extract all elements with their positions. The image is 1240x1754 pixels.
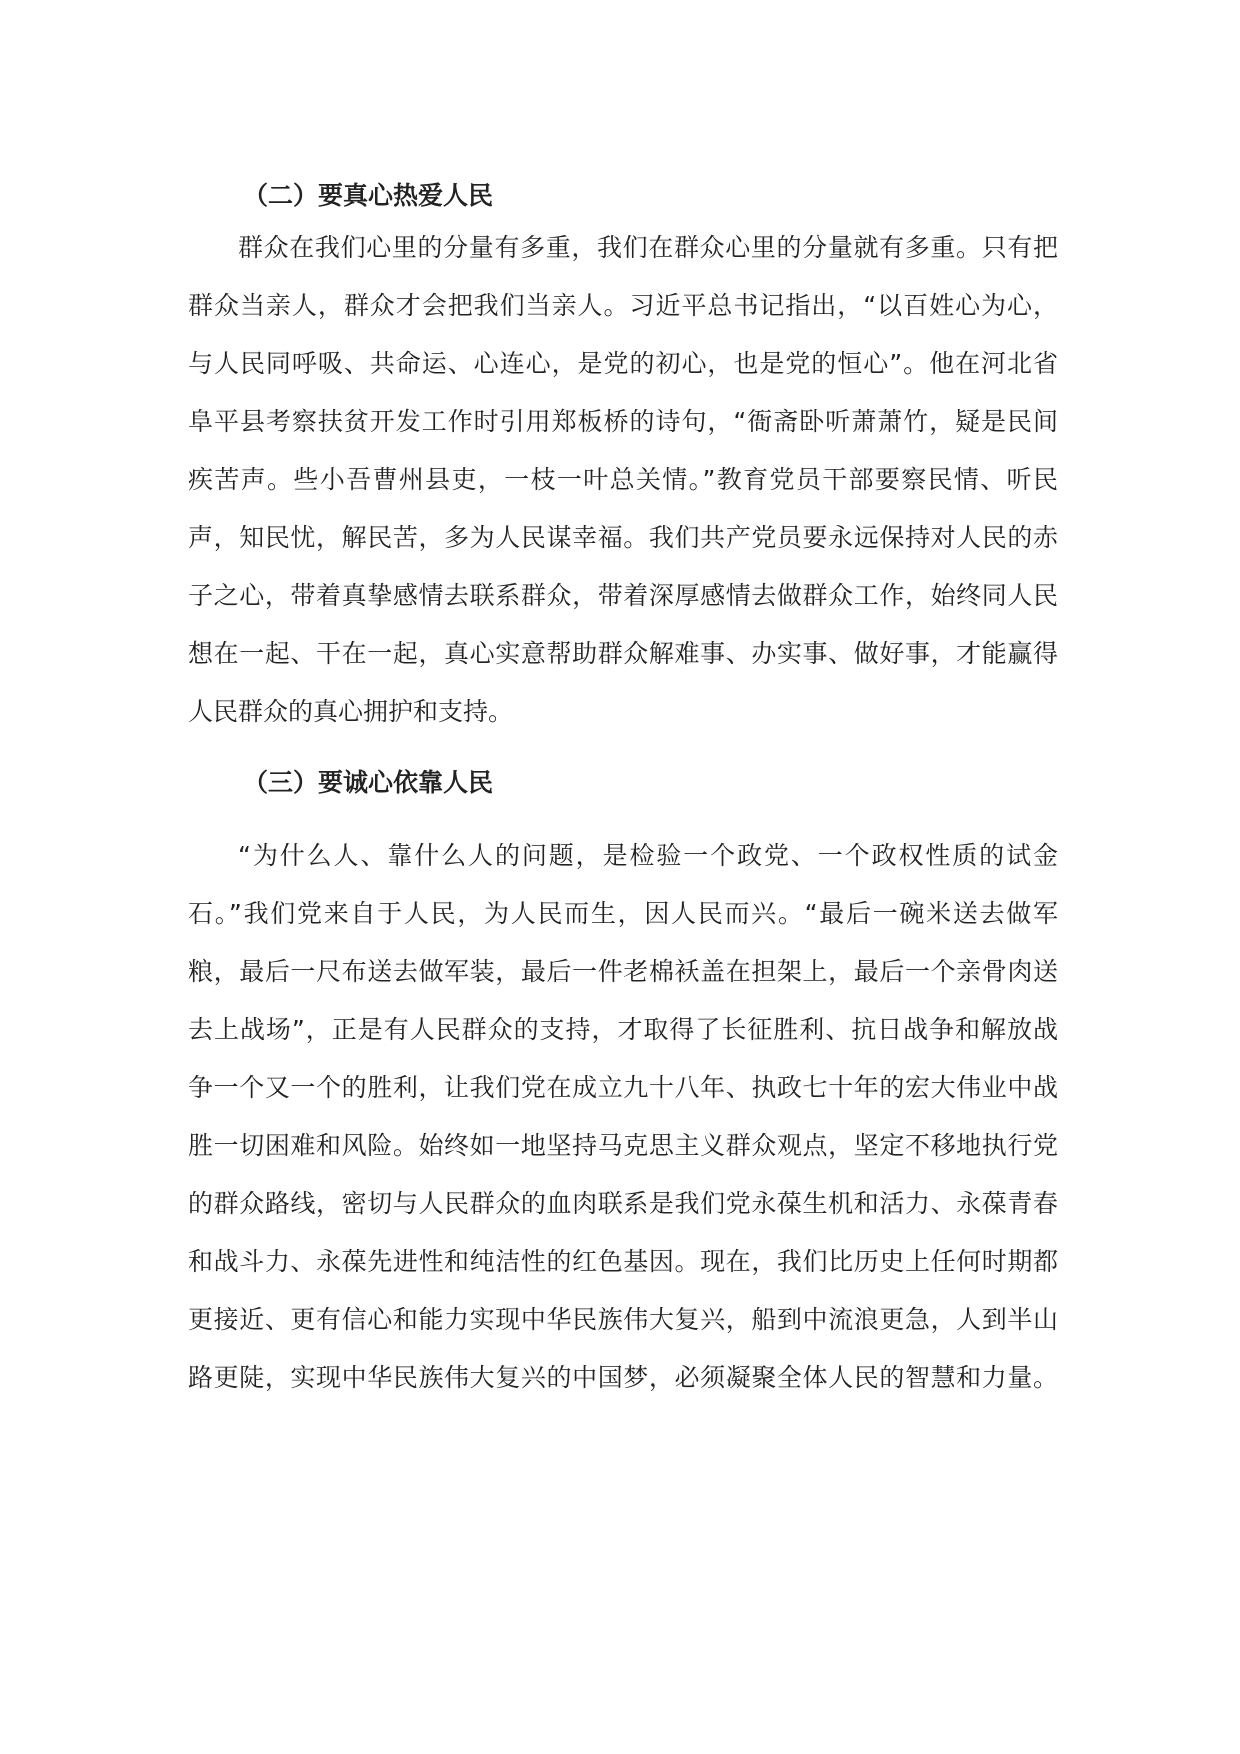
paragraph-line: 疾苦声。些小吾曹州县吏，一枝一叶总关情。”教育党员干部要察民情、听民 bbox=[188, 465, 1058, 494]
paragraph-line: 的群众路线，密切与人民群众的血肉联系是我们党永葆生机和活力、永葆青春 bbox=[188, 1189, 1058, 1218]
paragraph-line: 群众当亲人，群众才会把我们当亲人。习近平总书记指出，“以百姓心为心， bbox=[188, 291, 1058, 320]
paragraph-line: 更接近、更有信心和能力实现中华民族伟大复兴，船到中流浪更急，人到半山 bbox=[188, 1305, 1058, 1334]
paragraph-line: 群众在我们心里的分量有多重，我们在群众心里的分量就有多重。只有把 bbox=[238, 233, 1058, 262]
paragraph-line: 想在一起、干在一起，真心实意帮助群众解难事、办实事、做好事，才能赢得 bbox=[188, 639, 1058, 668]
paragraph-line: 阜平县考察扶贫开发工作时引用郑板桥的诗句，“衙斋卧听萧萧竹，疑是民间 bbox=[188, 407, 1058, 436]
section-heading-2: （二）要真心热爱人民 bbox=[243, 181, 494, 210]
paragraph-line: “为什么人、靠什么人的问题，是检验一个政党、一个政权性质的试金 bbox=[238, 841, 1058, 870]
paragraph-line: 和战斗力、永葆先进性和纯洁性的红色基因。现在，我们比历史上任何时期都 bbox=[188, 1247, 1058, 1276]
paragraph-line: 声，知民忧，解民苦，多为人民谋幸福。我们共产党员要永远保持对人民的赤 bbox=[188, 523, 1058, 552]
paragraph-line: 与人民同呼吸、共命运、心连心，是党的初心，也是党的恒心”。他在河北省 bbox=[188, 349, 1058, 378]
paragraph-line: 子之心，带着真挚感情去联系群众，带着深厚感情去做群众工作，始终同人民 bbox=[188, 581, 1058, 610]
section-heading-3: （三）要诚心依靠人民 bbox=[243, 768, 494, 797]
paragraph-line: 去上战场”，正是有人民群众的支持，才取得了长征胜利、抗日战争和解放战 bbox=[188, 1015, 1058, 1044]
paragraph-line: 人民群众的真心拥护和支持。 bbox=[188, 697, 514, 726]
paragraph-line: 石。”我们党来自于人民，为人民而生，因人民而兴。“最后一碗米送去做军 bbox=[188, 899, 1058, 928]
paragraph-line: 路更陡，实现中华民族伟大复兴的中国梦，必须凝聚全体人民的智慧和力量。 bbox=[188, 1363, 1058, 1392]
paragraph-line: 粮，最后一尺布送去做军装，最后一件老棉袄盖在担架上，最后一个亲骨肉送 bbox=[188, 957, 1058, 986]
paragraph-line: 胜一切困难和风险。始终如一地坚持马克思主义群众观点，坚定不移地执行党 bbox=[188, 1131, 1058, 1160]
paragraph-line: 争一个又一个的胜利，让我们党在成立九十八年、执政七十年的宏大伟业中战 bbox=[188, 1073, 1058, 1102]
